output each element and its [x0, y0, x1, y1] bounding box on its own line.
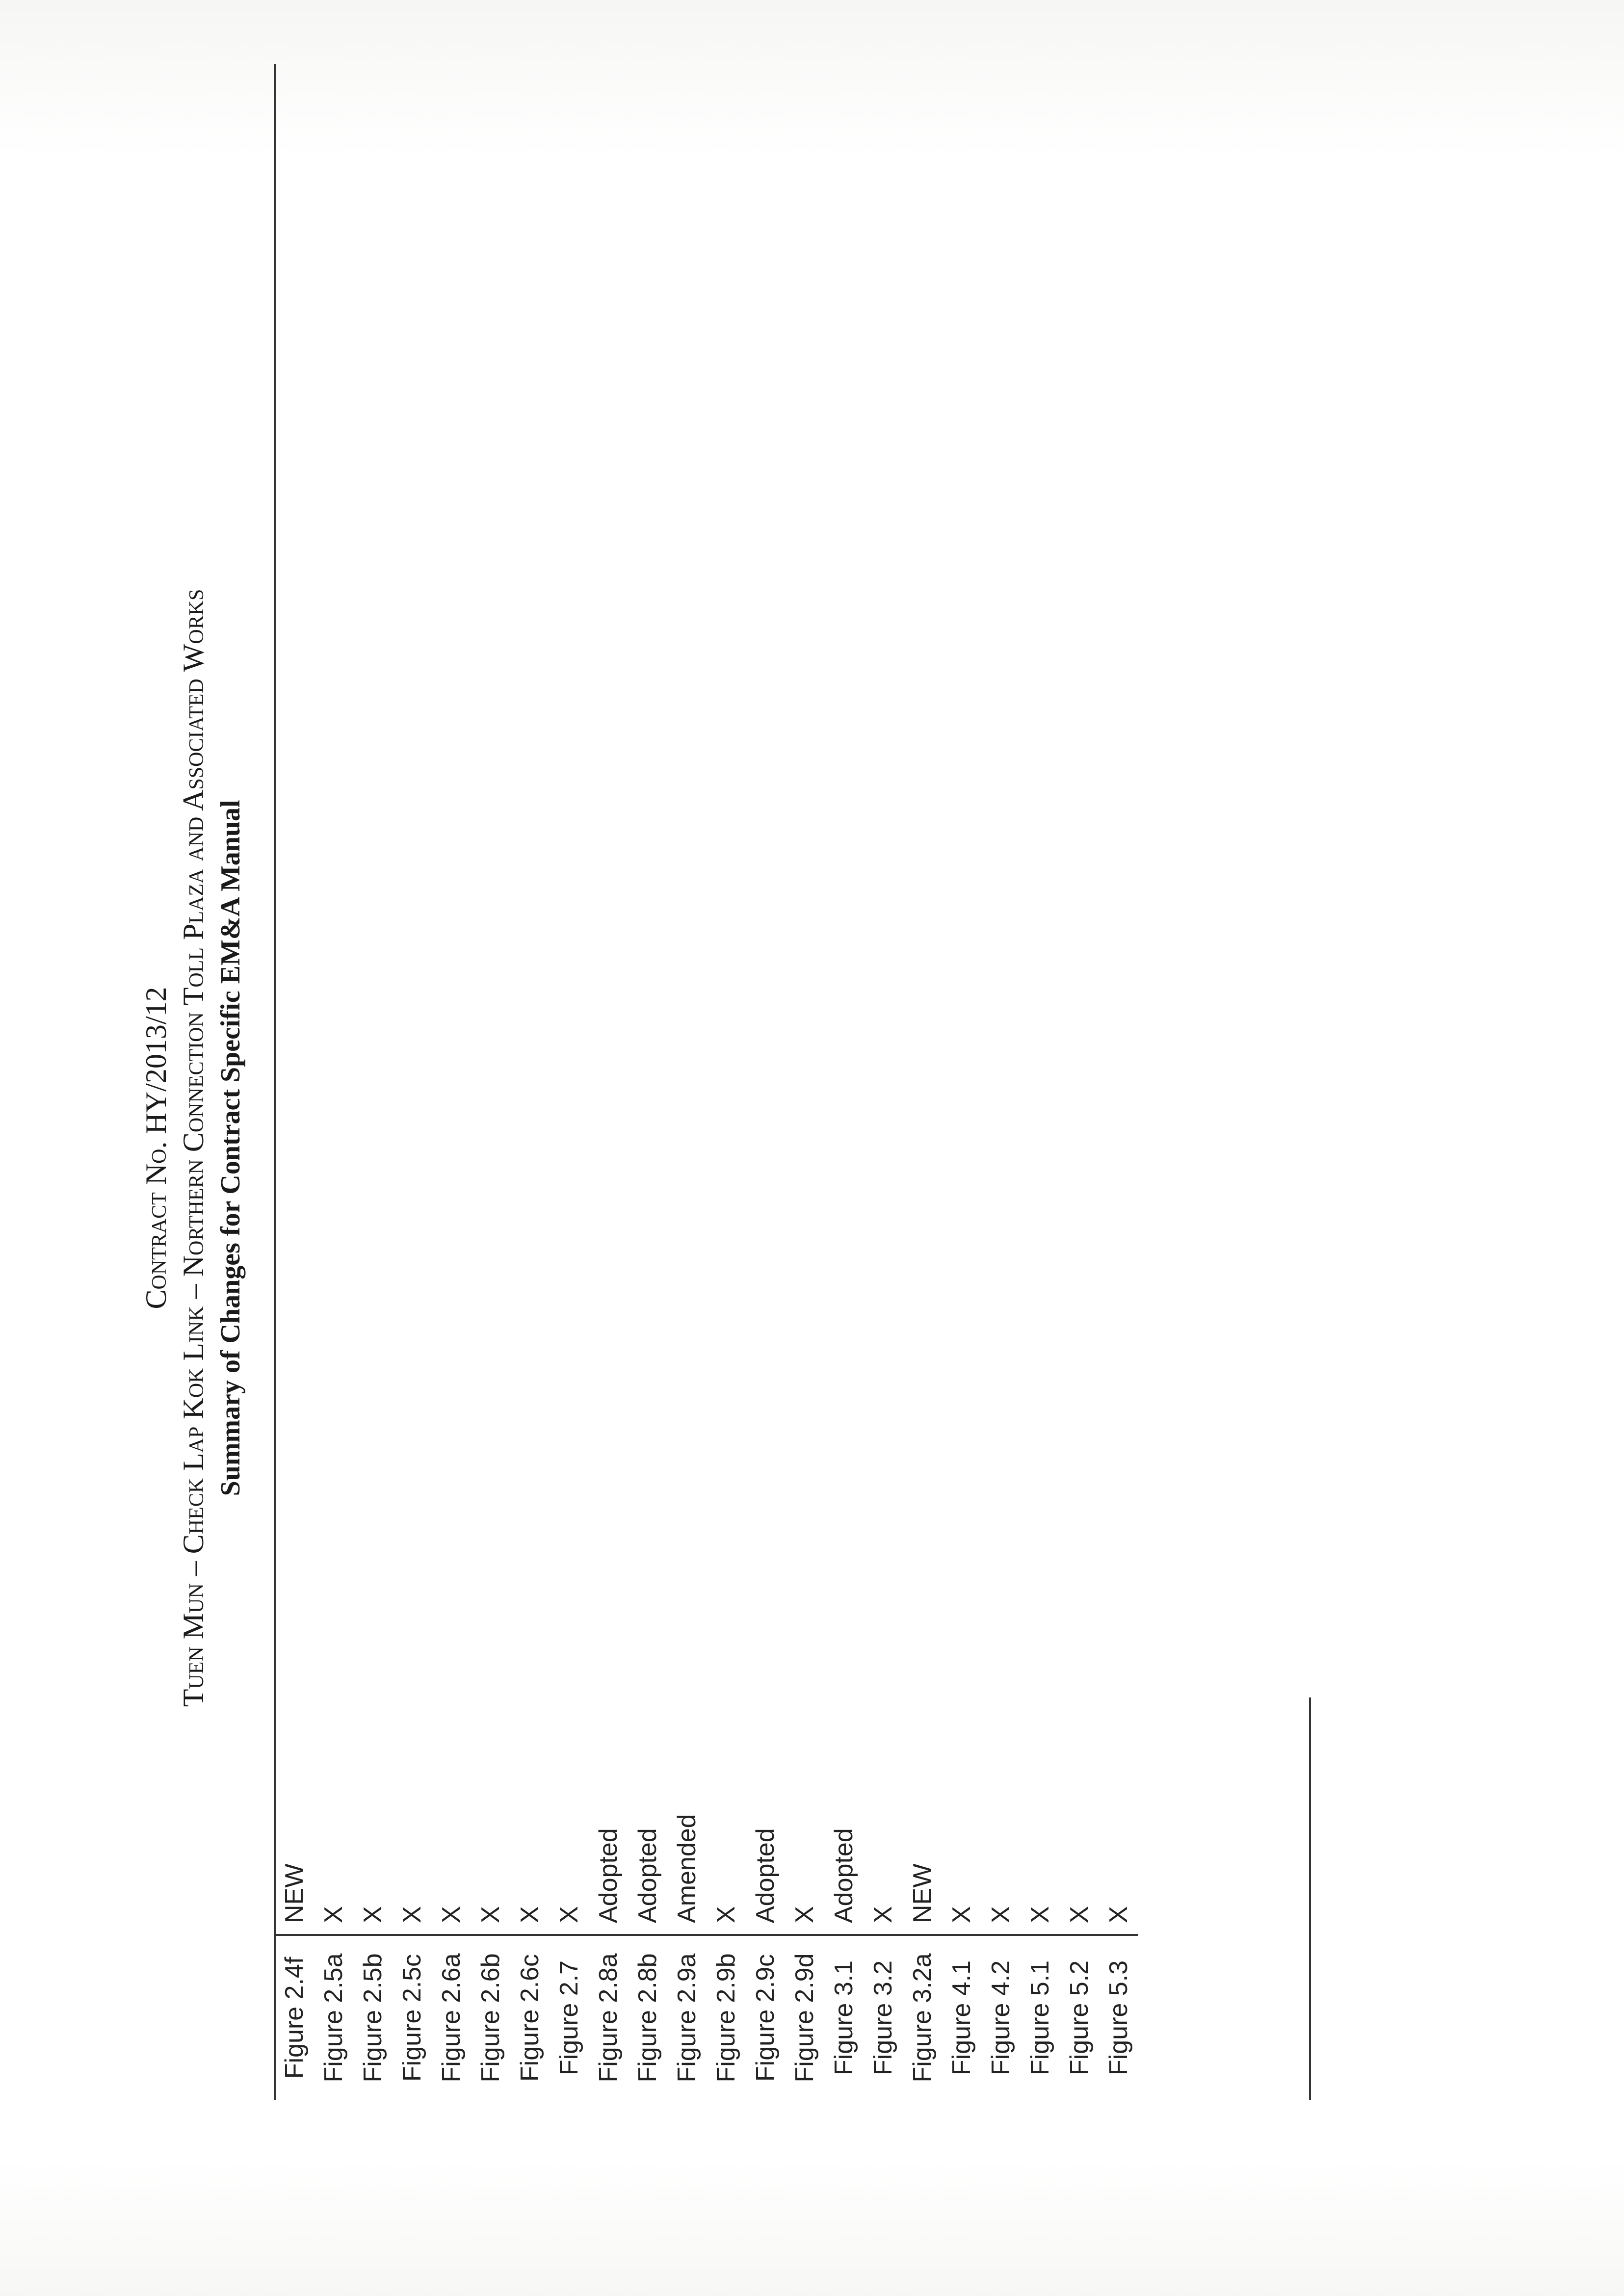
- figure-cell: Figure 4.2: [981, 1935, 1021, 2100]
- status-cell: Adopted: [594, 1828, 623, 1923]
- table-row: [314, 1775, 353, 2100]
- table-row: [707, 1775, 746, 2100]
- rule-table-bottom: [1309, 1697, 1311, 2100]
- document-title: Summary of Changes for Contract Specific EM&A Manual: [215, 800, 246, 1496]
- table-row: [510, 1775, 550, 2100]
- figure-cell: Figure 2.5c: [393, 1935, 432, 2100]
- status-cell: X: [476, 1906, 505, 1923]
- figure-cell: Figure 5.1: [1021, 1935, 1060, 2100]
- status-cell: X: [987, 1906, 1015, 1923]
- status-cell: NEW: [908, 1863, 937, 1923]
- changes-table-block: [275, 1775, 1138, 2100]
- figure-cell: Figure 2.8a: [589, 1935, 628, 2100]
- figure-cell: Figure 2.9a: [667, 1935, 707, 2100]
- figure-cell: Figure 2.5b: [353, 1935, 393, 2100]
- status-cell: X: [712, 1906, 740, 1923]
- project-title: Tuen Mun – Check Lap Kok Link – Northern Connection Toll Plaza and Associated Works: [177, 589, 210, 1707]
- figure-cell: Figure 2.6b: [471, 1935, 510, 2100]
- figure-cell: Figure 2.5a: [314, 1935, 353, 2100]
- status-cell: NEW: [280, 1863, 309, 1923]
- figure-cell: Figure 5.2: [1060, 1935, 1099, 2100]
- figure-cell: Figure 5.3: [1099, 1935, 1138, 2100]
- figure-cell: Figure 2.6c: [510, 1935, 550, 2100]
- figure-cell: Figure 2.4f: [275, 1935, 314, 2100]
- status-cell: X: [1065, 1906, 1094, 1923]
- table-row: [432, 1775, 471, 2100]
- table-row: [471, 1775, 510, 2100]
- table-row: [353, 1775, 393, 2100]
- table-row: [746, 1775, 785, 2100]
- figure-cell: Figure 2.7: [550, 1935, 589, 2100]
- changes-table: [275, 1775, 1138, 2100]
- status-cell: X: [555, 1906, 583, 1923]
- document-header: [137, 0, 249, 2296]
- status-cell: X: [1026, 1906, 1054, 1923]
- figure-cell: Figure 2.8b: [628, 1935, 667, 2100]
- status-cell: X: [1104, 1906, 1133, 1923]
- status-cell: X: [869, 1906, 897, 1923]
- table-row: [981, 1775, 1021, 2100]
- table-row: [275, 1775, 314, 2100]
- table-row: [628, 1775, 667, 2100]
- table-row: [824, 1775, 864, 2100]
- figure-cell: Figure 2.6a: [432, 1935, 471, 2100]
- status-cell: X: [398, 1906, 426, 1923]
- table-row: [667, 1775, 707, 2100]
- status-cell: X: [319, 1906, 348, 1923]
- contract-number: Contract No. HY/2013/12: [140, 987, 172, 1309]
- figure-cell: Figure 3.2: [864, 1935, 903, 2100]
- status-cell: X: [437, 1906, 466, 1923]
- status-cell: X: [359, 1906, 387, 1923]
- table-row: [1021, 1775, 1060, 2100]
- figure-cell: Figure 3.2a: [903, 1935, 942, 2100]
- table-body: [275, 1775, 1138, 2100]
- table-row: [903, 1775, 942, 2100]
- status-cell: X: [790, 1906, 819, 1923]
- status-cell: X: [947, 1906, 976, 1923]
- figure-cell: Figure 2.9b: [707, 1935, 746, 2100]
- status-cell: Adopted: [830, 1828, 858, 1923]
- table-row: [785, 1775, 824, 2100]
- table-row: [393, 1775, 432, 2100]
- table-row: [864, 1775, 903, 2100]
- figure-cell: Figure 2.9d: [785, 1935, 824, 2100]
- table-row: [1099, 1775, 1138, 2100]
- table-row: [550, 1775, 589, 2100]
- status-cell: Adopted: [633, 1828, 662, 1923]
- figure-cell: Figure 2.9c: [746, 1935, 785, 2100]
- status-cell: Adopted: [751, 1828, 780, 1923]
- table-row: [942, 1775, 981, 2100]
- table-row: [1060, 1775, 1099, 2100]
- status-cell: Amended: [673, 1814, 701, 1923]
- table-row: [589, 1775, 628, 2100]
- figure-cell: Figure 4.1: [942, 1935, 981, 2100]
- status-cell: X: [516, 1906, 544, 1923]
- figure-cell: Figure 3.1: [824, 1935, 864, 2100]
